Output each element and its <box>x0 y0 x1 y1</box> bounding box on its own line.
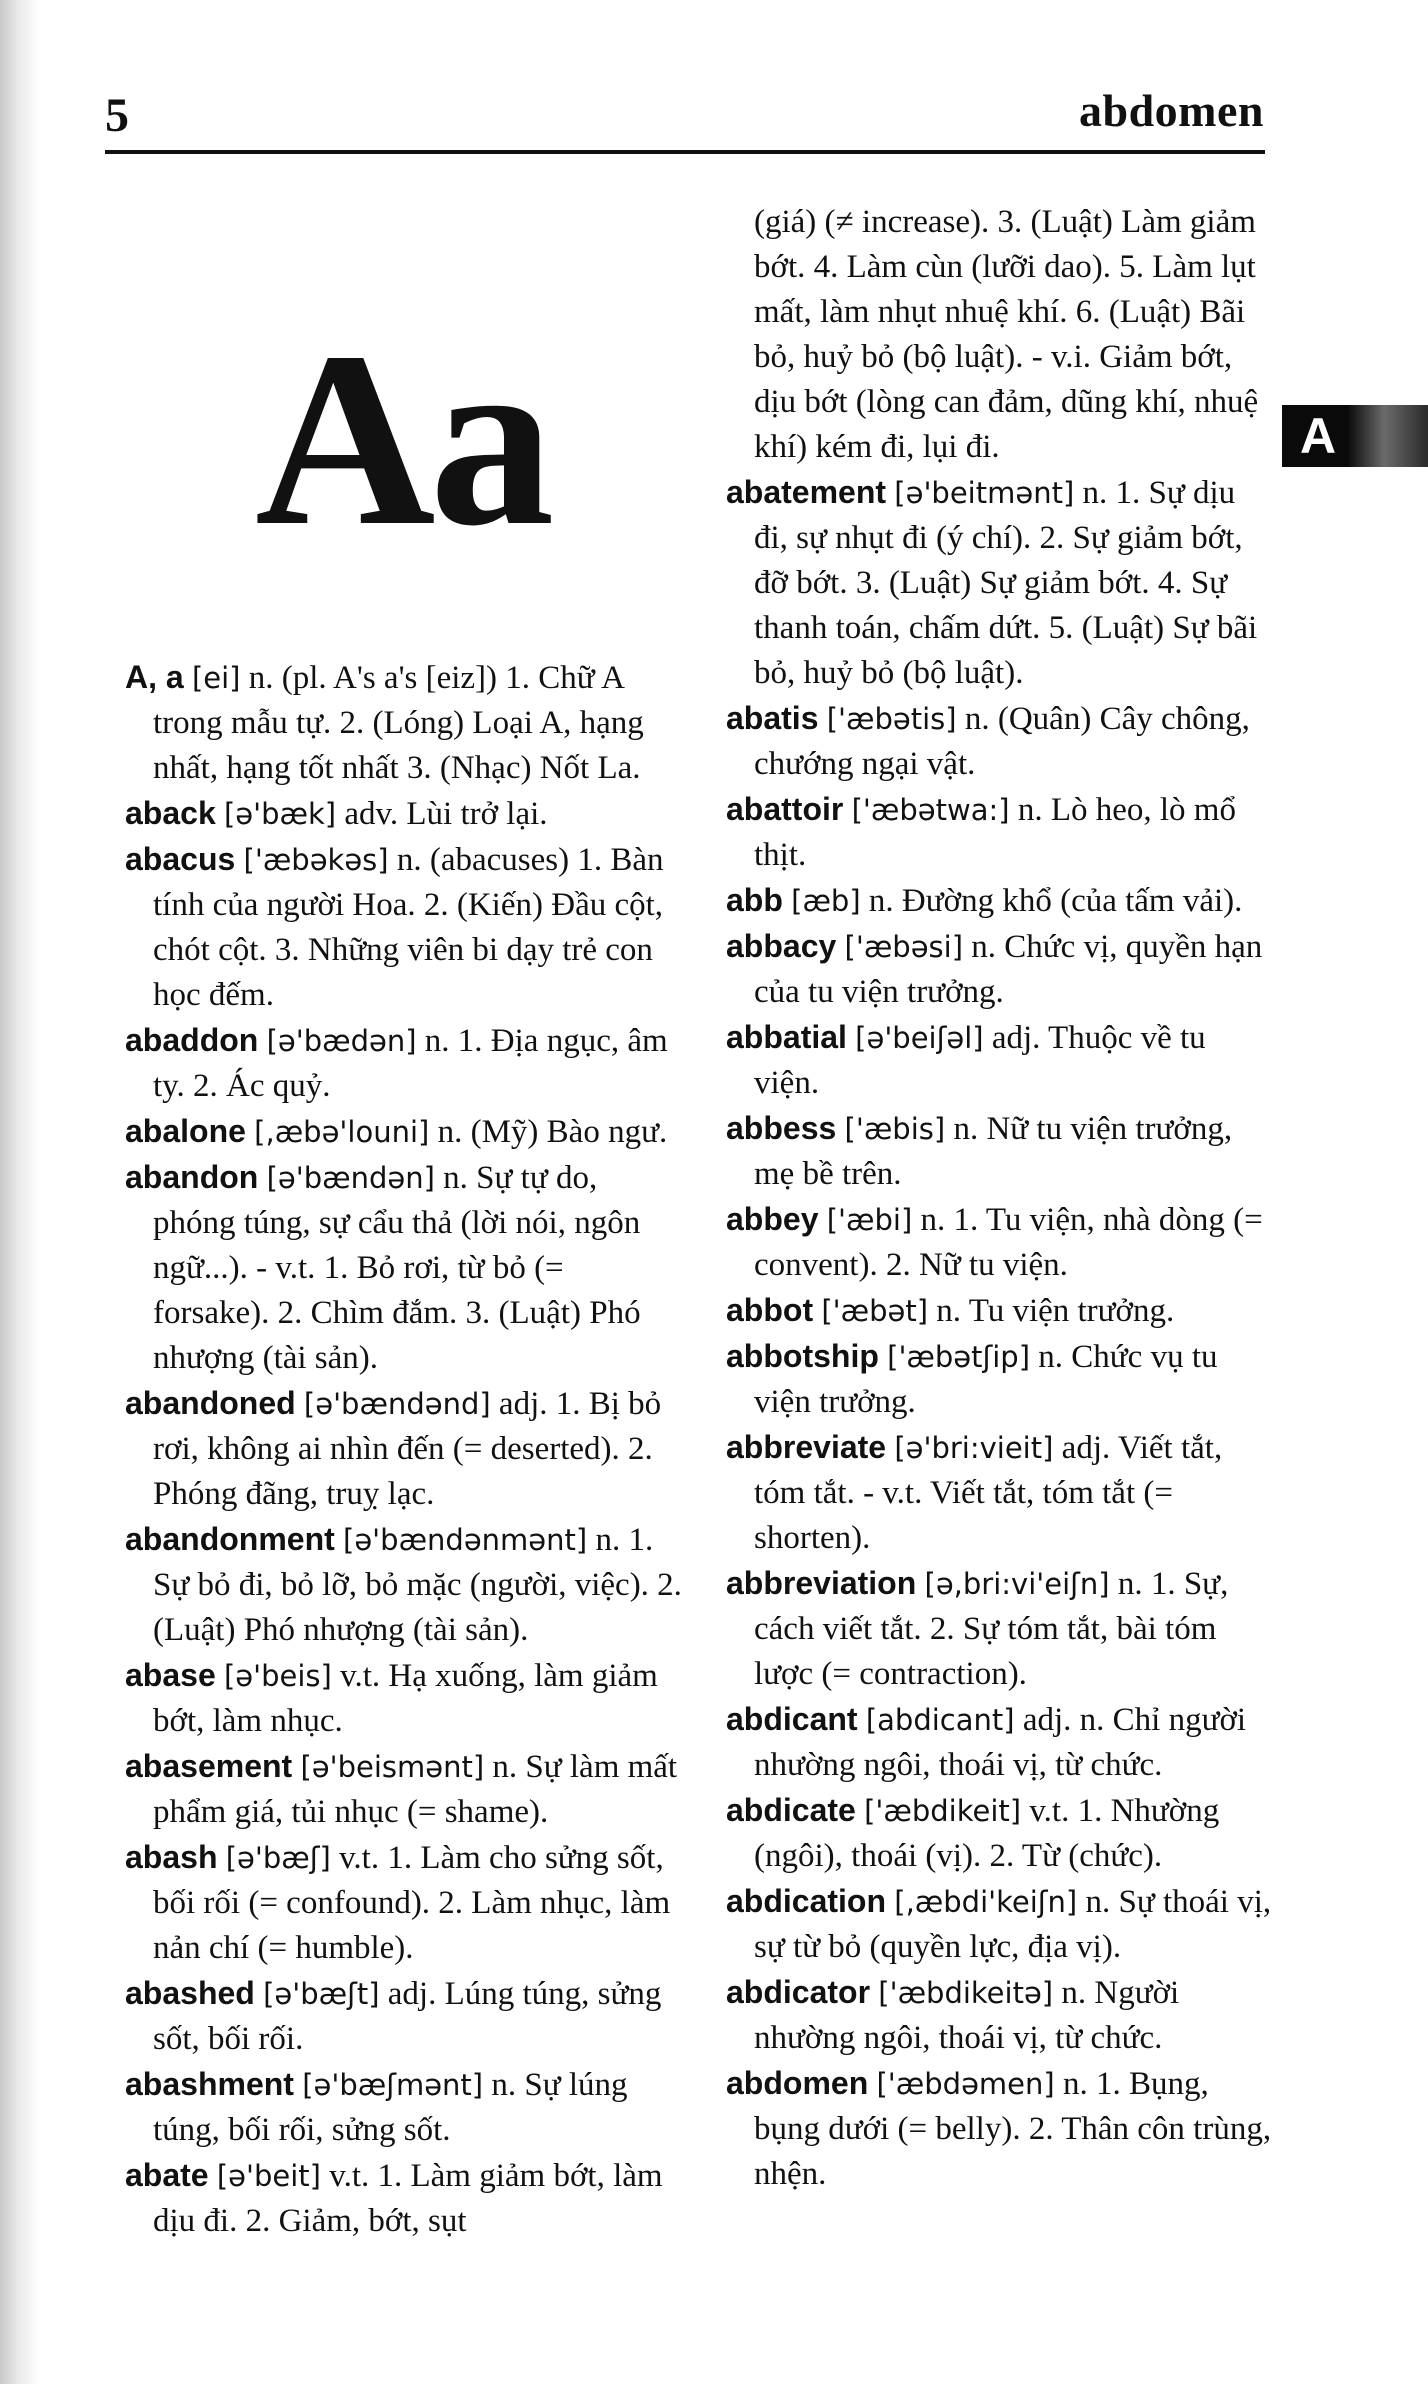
entry-headword: abbacy <box>726 928 837 964</box>
entry-definition: n. Đường khổ (của tấm vải). <box>868 883 1243 919</box>
entry-headword: abandoned <box>125 1385 296 1421</box>
entry-pronunciation: [ə'bæk] <box>223 797 337 831</box>
entry-definition: n. (pl. A's a's [eiz]) 1. Chữ A trong mẫu tự. 2. (Lóng) Loại A, hạng nhất, hạng tốt nhất 3. (Nhạc) Nốt La. <box>153 660 644 786</box>
entry-headword: A, a <box>125 659 184 695</box>
entry-definition: n. 1. Bụng, bụng dưới (= belly). 2. Thân côn trùng, nhện. <box>754 2066 1272 2192</box>
section-letter: Aa <box>255 301 549 578</box>
entry-definition: n. Chức vị, quyền hạn của tu viện trưởng. <box>754 929 1263 1010</box>
dictionary-entry <box>726 1879 1272 1970</box>
dictionary-entry <box>726 924 1272 1015</box>
entry-headword: abasement <box>125 1748 293 1784</box>
running-head: abdomen <box>1079 85 1264 136</box>
entry-headword: abatis <box>726 700 819 736</box>
dictionary-entry <box>726 1334 1272 1425</box>
entry-pronunciation: [ə'bri:vieit] <box>894 1431 1054 1465</box>
entry-pronunciation: [,æbdi'keiʃn] <box>894 1885 1078 1919</box>
entry-definition: n. 1. Địa ngục, âm ty. 2. Ác quỷ. <box>153 1023 668 1104</box>
entry-headword: abbess <box>726 1110 837 1146</box>
header-rule <box>105 150 1265 154</box>
entry-definition: n. (Quân) Cây chông, chướng ngại vật. <box>754 701 1250 782</box>
right-column <box>726 200 1272 2197</box>
entry-pronunciation: [ə'bændən] <box>266 1161 435 1195</box>
entry-pronunciation: ['æbətwa:] <box>851 793 1010 827</box>
entry-definition: n. Sự tự do, phóng túng, sự cẩu thả (lời nói, ngôn ngữ...). - v.t. 1. Bỏ rơi, từ bỏ (= forsake). 2. Chìm đắm. 3. (Luật) Phó nhượng (tài sản). <box>153 1160 641 1376</box>
entry-headword: abb <box>726 882 783 918</box>
dictionary-entry <box>726 1425 1272 1561</box>
entry-pronunciation: [ə'bændənmənt] <box>343 1523 588 1557</box>
continued-definition: (giá) (≠ increase). 3. (Luật) Làm giảm bớt. 4. Làm cùn (lưỡi dao). 5. Làm lụt mất, làm nhụt nhuệ khí. 6. (Luật) Bãi bỏ, huỷ bỏ (bộ luật). - v.i. Giảm bớt, dịu bớt (lòng can đảm, dũng khí, nhuệ khí) kém đi, lụi đi. <box>754 204 1259 465</box>
entry-definition: v.t. 1. Làm cho sửng sốt, bối rối (= confound). 2. Làm nhục, làm nản chí (= humble). <box>153 1840 671 1966</box>
dictionary-entry <box>125 1155 685 1381</box>
entry-pronunciation: [ə'beit] <box>216 2159 321 2193</box>
entry-definition: n. Sự làm mất phẩm giá, tủi nhục (= shame). <box>153 1749 678 1830</box>
dictionary-entry <box>726 470 1272 696</box>
entry-pronunciation: [ə'bæʃmənt] <box>302 2068 484 2102</box>
dictionary-entry <box>125 1971 685 2062</box>
entry-headword: abbreviate <box>726 1429 887 1465</box>
entry-pronunciation: [æb] <box>791 884 861 918</box>
entry-definition: n. Chức vụ tu viện trưởng. <box>754 1339 1218 1420</box>
entry-definition: n. Người nhường ngôi, thoái vị, từ chức. <box>754 1975 1180 2056</box>
entry-definition: adj. 1. Bị bỏ rơi, không ai nhìn đến (= deserted). 2. Phóng đãng, truỵ lạc. <box>153 1386 662 1512</box>
entry-pronunciation: [ə'beismənt] <box>300 1750 485 1784</box>
dictionary-entry <box>726 696 1272 787</box>
dictionary-entry <box>125 655 685 791</box>
entry-headword: abdomen <box>726 2065 869 2101</box>
dictionary-entry <box>726 1288 1272 1334</box>
entry-pronunciation: [ei] <box>191 661 241 695</box>
entry-definition: v.t. 1. Nhường (ngôi), thoái (vị). 2. Từ (chức). <box>754 1793 1220 1874</box>
dictionary-entry <box>125 2062 685 2153</box>
page-edge-shadow <box>0 0 40 2384</box>
dictionary-entry <box>125 2153 685 2244</box>
dictionary-entry <box>726 1788 1272 1879</box>
entry-headword: abbatial <box>726 1019 847 1055</box>
entry-headword: abdicator <box>726 1974 871 2010</box>
dictionary-entry <box>726 1106 1272 1197</box>
entry-headword: abbot <box>726 1292 814 1328</box>
dictionary-entry <box>125 1018 685 1109</box>
entry-pronunciation: [ə'beitmənt] <box>894 476 1075 510</box>
entry-headword: abdicate <box>726 1792 856 1828</box>
entry-headword: abbreviation <box>726 1565 917 1601</box>
entry-pronunciation: ['æbdikeitə] <box>878 1976 1054 2010</box>
entry-headword: abbotship <box>726 1338 879 1374</box>
dictionary-entry <box>726 1015 1272 1106</box>
entry-headword: abate <box>125 2157 209 2193</box>
entry-pronunciation: ['æbi] <box>826 1203 913 1237</box>
entry-headword: abdication <box>726 1883 887 1919</box>
entry-pronunciation: [abdicant] <box>865 1703 1015 1737</box>
entry-definition: n. 1. Sự dịu đi, sự nhụt đi (ý chí). 2. Sự giảm bớt, đỡ bớt. 3. (Luật) Sự giảm bớt. 4. Sự thanh toán, chấm dứt. 5. (Luật) Sự bãi bỏ, huỷ bỏ (bộ luật). <box>754 475 1258 691</box>
entry-definition: n. (Mỹ) Bào ngư. <box>437 1114 668 1150</box>
entry-pronunciation: [ə'beis] <box>223 1659 332 1693</box>
entry-pronunciation: [ə,bri:vi'eiʃn] <box>924 1567 1110 1601</box>
entry-pronunciation: ['æbətis] <box>826 702 957 736</box>
entry-definition: n. Sự thoái vị, sự từ bỏ (quyền lực, địa vị). <box>754 1884 1272 1965</box>
entry-definition: n. (abacuses) 1. Bàn tính của người Hoa. 2. (Kiến) Đầu cột, chót cột. 3. Những viên bi dạy trẻ con học đếm. <box>153 842 664 1013</box>
entry-pronunciation: ['æbis] <box>844 1112 946 1146</box>
dictionary-entry <box>726 787 1272 878</box>
entry-headword: abashed <box>125 1975 255 2011</box>
entry-headword: abase <box>125 1657 216 1693</box>
entry-definition: n. 1. Sự, cách viết tắt. 2. Sự tóm tắt, bài tóm lược (= contraction). <box>754 1566 1229 1692</box>
dictionary-entry <box>125 1744 685 1835</box>
entry-headword: abacus <box>125 841 236 877</box>
dictionary-entry <box>125 1109 685 1155</box>
entry-definition: adv. Lùi trở lại. <box>344 796 548 832</box>
dictionary-entry <box>726 1197 1272 1288</box>
entry-pronunciation: ['æbəkəs] <box>243 843 389 877</box>
entry-pronunciation: ['æbdikeit] <box>864 1794 1022 1828</box>
dictionary-entry <box>726 878 1272 924</box>
entry-headword: abaddon <box>125 1022 259 1058</box>
dictionary-entry <box>726 2061 1272 2197</box>
entry-headword: abbey <box>726 1201 819 1237</box>
entry-headword: abashment <box>125 2066 294 2102</box>
entry-headword: abattoir <box>726 791 844 827</box>
entry-pronunciation: ['æbəsi] <box>844 930 964 964</box>
entry-definition: adj. Thuộc về tu viện. <box>754 1020 1206 1101</box>
entry-headword: aback <box>125 795 216 831</box>
entry-pronunciation: [,æbə'louni] <box>254 1115 430 1149</box>
entry-pronunciation: ['æbdəmen] <box>876 2067 1055 2101</box>
left-column <box>125 655 685 2244</box>
entry-pronunciation: [ə'bændənd] <box>303 1387 491 1421</box>
entry-headword: abatement <box>726 474 887 510</box>
dictionary-entry <box>125 1835 685 1971</box>
dictionary-entry <box>726 1697 1272 1788</box>
dictionary-entry <box>125 1517 685 1653</box>
entry-pronunciation: ['æbətʃip] <box>887 1340 1031 1374</box>
dictionary-entry <box>125 791 685 837</box>
entry-headword: abdicant <box>726 1701 858 1737</box>
entry-pronunciation: [ə'bæʃt] <box>263 1977 380 2011</box>
entry-pronunciation: [ə'beiʃəl] <box>855 1021 984 1055</box>
entry-pronunciation: [ə'bæʃ] <box>225 1841 331 1875</box>
entry-headword: abandon <box>125 1159 259 1195</box>
entry-definition: n. Lò heo, lò mổ thịt. <box>754 792 1236 873</box>
entry-definition: adj. Lúng túng, sửng sốt, bối rối. <box>153 1976 662 2057</box>
dictionary-entry <box>726 1561 1272 1697</box>
entry-definition: n. Tu viện trưởng. <box>936 1293 1175 1329</box>
entry-definition: adj. n. Chỉ người nhường ngôi, thoái vị, từ chức. <box>754 1702 1247 1783</box>
entry-definition: adj. Viết tắt, tóm tắt. - v.t. Viết tắt, tóm tắt (= shorten). <box>754 1430 1223 1556</box>
entry-definition: n. Sự lúng túng, bối rối, sửng sốt. <box>153 2067 628 2148</box>
entry-pronunciation: ['æbət] <box>821 1294 929 1328</box>
entry-headword: abalone <box>125 1113 246 1149</box>
thumb-index-tab: A <box>1282 405 1428 467</box>
entry-headword: abash <box>125 1839 218 1875</box>
dictionary-entry <box>125 1381 685 1517</box>
entry-definition: v.t. Hạ xuống, làm giảm bớt, làm nhục. <box>153 1658 658 1739</box>
entry-definition: n. 1. Sự bỏ đi, bỏ lỡ, bỏ mặc (người, việc). 2. (Luật) Phó nhượng (tài sản). <box>153 1522 682 1648</box>
dictionary-entry <box>125 837 685 1018</box>
entry-definition: n. Nữ tu viện trưởng, mẹ bề trên. <box>754 1111 1233 1192</box>
page-number: 5 <box>105 89 129 142</box>
entry-definition: n. 1. Tu viện, nhà dòng (= convent). 2. Nữ tu viện. <box>754 1202 1263 1283</box>
entry-pronunciation: [ə'bædən] <box>266 1024 417 1058</box>
dictionary-entry <box>726 1970 1272 2061</box>
entry-definition: v.t. 1. Làm giảm bớt, làm dịu đi. 2. Giảm, bớt, sụt <box>153 2158 663 2239</box>
entry-headword: abandonment <box>125 1521 335 1557</box>
dictionary-entry <box>125 1653 685 1744</box>
